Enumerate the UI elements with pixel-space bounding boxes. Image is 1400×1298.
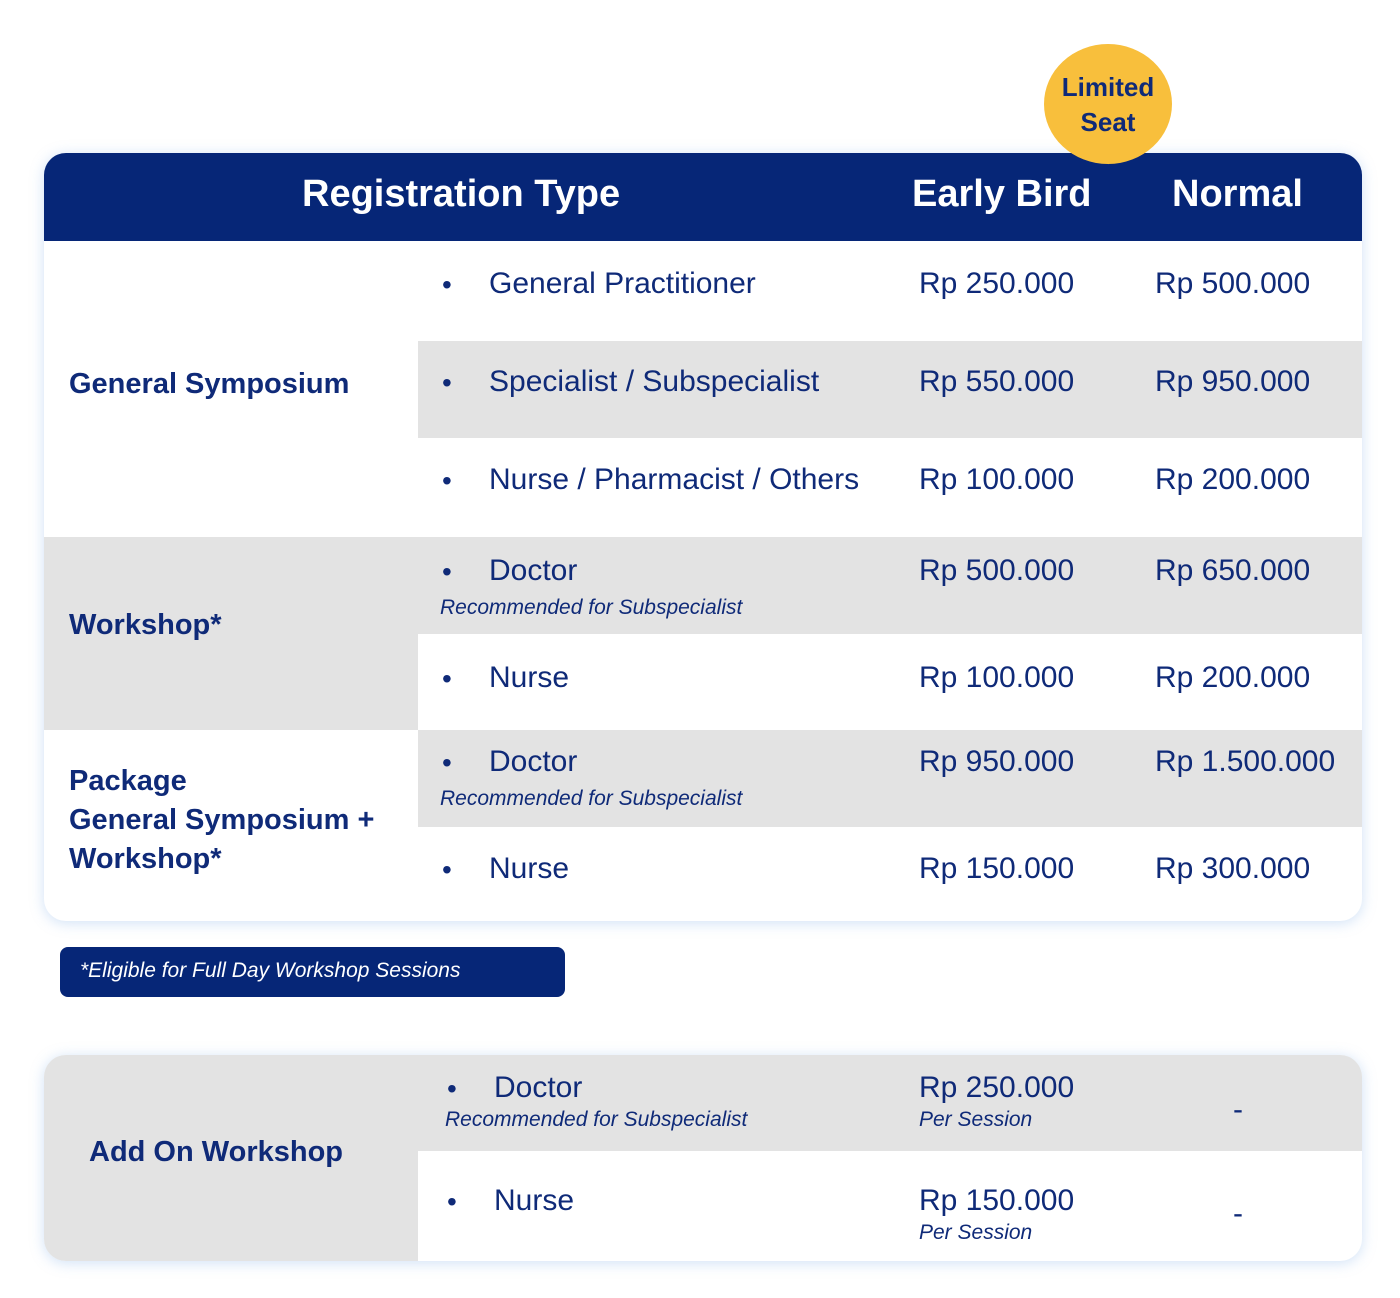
bullet: •	[442, 663, 452, 694]
category-addon-workshop: Add On Workshop	[89, 1136, 344, 1168]
bullet: •	[447, 1073, 457, 1104]
bullet: •	[442, 367, 452, 398]
item-nurse-pharmacist-others: Nurse / Pharmacist / Others	[489, 463, 860, 496]
category-package-line1: Package	[69, 765, 187, 797]
limited-seat-text	[1044, 70, 1172, 140]
item-workshop-nurse: Nurse	[489, 661, 570, 694]
item-general-practitioner: General Practitioner	[489, 267, 756, 300]
note-recommended: Recommended for Subspecialist	[440, 596, 743, 619]
per-session-note: Per Session	[919, 1108, 1033, 1131]
category-package	[69, 762, 374, 879]
early-price: Rp 150.000	[919, 1184, 1075, 1217]
addon-table	[44, 1055, 1362, 1261]
item-specialist: Specialist / Subspecialist	[489, 365, 820, 398]
normal-price-dash: -	[1233, 1093, 1243, 1126]
category-workshop: Workshop*	[69, 609, 222, 641]
limited-seat-badge	[1044, 44, 1172, 164]
category-package-line2: General Symposium +	[69, 804, 375, 836]
category-package-line3: Workshop*	[69, 843, 222, 875]
bullet: •	[442, 556, 452, 587]
badge-line1: Limited	[1061, 72, 1155, 102]
header-registration-type: Registration Type	[302, 173, 621, 215]
normal-price: Rp 650.000	[1155, 554, 1311, 587]
early-price: Rp 500.000	[919, 554, 1075, 587]
item-package-nurse: Nurse	[489, 852, 570, 885]
normal-price-dash: -	[1233, 1197, 1243, 1230]
normal-price: Rp 200.000	[1155, 463, 1311, 496]
item-package-doctor: Doctor	[489, 745, 578, 778]
cat-bg-workshop	[44, 634, 418, 730]
item-workshop-doctor: Doctor	[489, 554, 578, 587]
normal-price: Rp 200.000	[1155, 661, 1311, 694]
early-price: Rp 250.000	[919, 267, 1075, 300]
item-addon-doctor: Doctor	[494, 1071, 583, 1104]
early-price: Rp 550.000	[919, 365, 1075, 398]
footnote-pill	[60, 947, 565, 997]
bullet: •	[447, 1186, 457, 1217]
item-addon-nurse: Nurse	[494, 1184, 575, 1217]
footnote-text: *Eligible for Full Day Workshop Sessions	[80, 959, 461, 982]
table-header	[44, 153, 1362, 241]
early-price: Rp 100.000	[919, 463, 1075, 496]
badge-line2: Seat	[1080, 107, 1136, 137]
normal-price: Rp 1.500.000	[1155, 745, 1336, 778]
normal-price: Rp 500.000	[1155, 267, 1311, 300]
header-early-bird: Early Bird	[912, 173, 1092, 215]
bullet: •	[442, 269, 452, 300]
early-price: Rp 250.000	[919, 1071, 1075, 1104]
early-price: Rp 100.000	[919, 661, 1075, 694]
note-recommended: Recommended for Subspecialist	[440, 787, 743, 810]
note-recommended: Recommended for Subspecialist	[445, 1108, 748, 1131]
header-normal: Normal	[1172, 173, 1303, 215]
pricing-table	[44, 153, 1362, 921]
bullet: •	[442, 854, 452, 885]
normal-price: Rp 950.000	[1155, 365, 1311, 398]
normal-price: Rp 300.000	[1155, 852, 1311, 885]
early-price: Rp 150.000	[919, 852, 1075, 885]
category-general-symposium: General Symposium	[69, 368, 350, 400]
bullet: •	[442, 747, 452, 778]
per-session-note: Per Session	[919, 1221, 1033, 1244]
early-price: Rp 950.000	[919, 745, 1075, 778]
bullet: •	[442, 465, 452, 496]
